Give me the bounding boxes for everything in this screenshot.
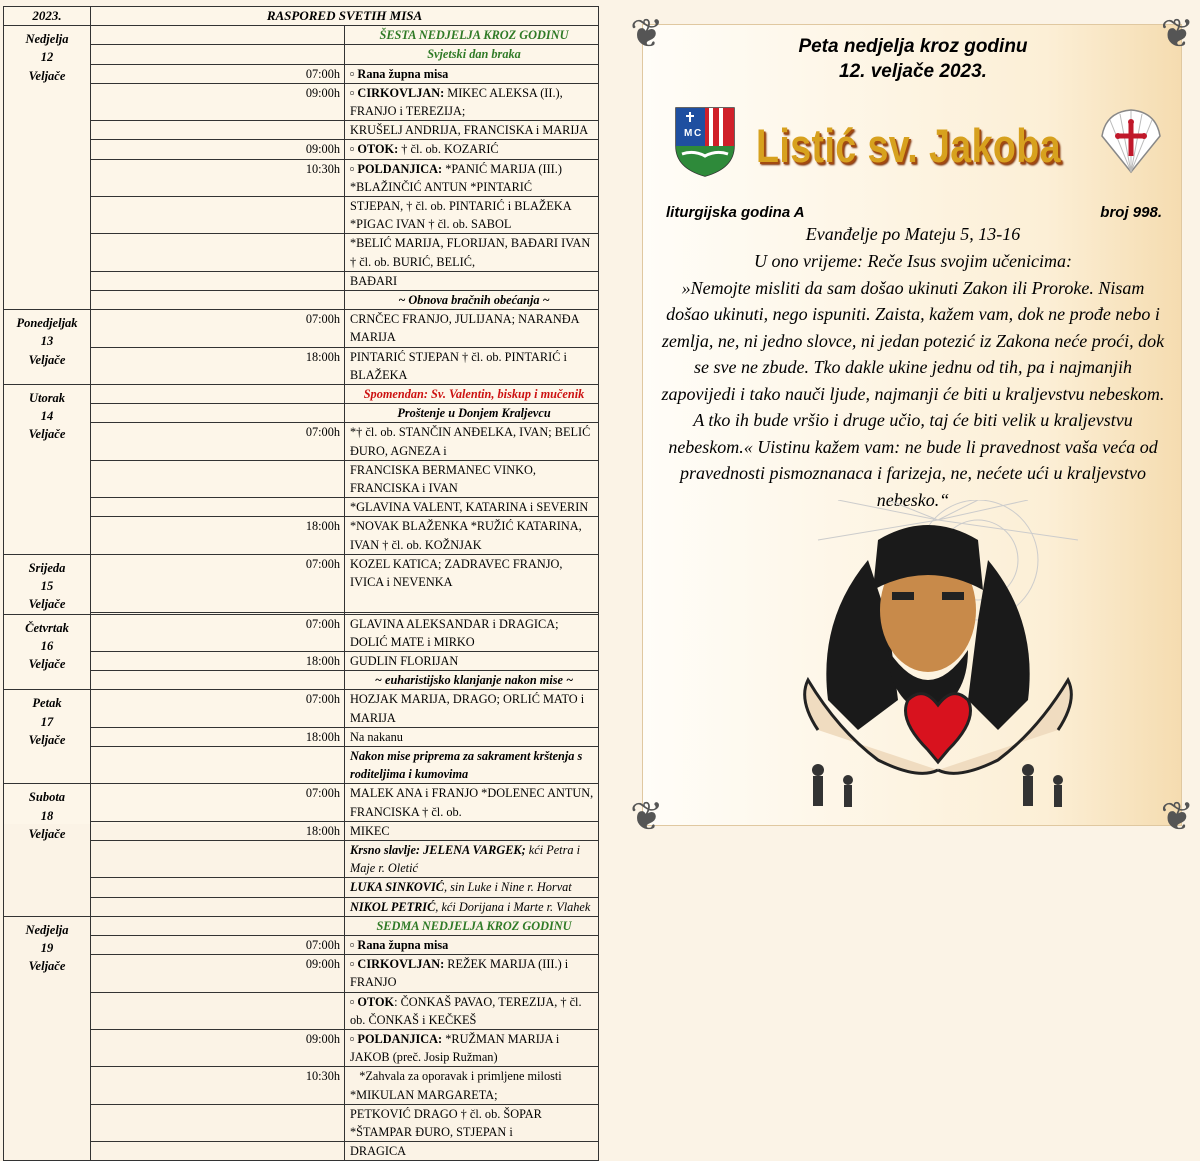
corner-ornament-icon: ❦ [630, 794, 664, 839]
scallop-shell-cross-icon [1096, 106, 1166, 181]
mass-intention [345, 746, 599, 783]
schedule-day-label: 13 [40, 334, 54, 349]
mass-intention [345, 45, 599, 64]
schedule-day-cell [4, 614, 91, 690]
schedule-line [4, 159, 599, 196]
mass-intention [345, 498, 599, 517]
gospel-line: U ono vrijeme: Reče Isus svojim učenicima: [754, 251, 1072, 271]
schedule-line [4, 404, 599, 423]
mass-intention [345, 159, 599, 196]
mass-time [91, 840, 345, 877]
schedule-line [4, 45, 599, 64]
schedule-day-label: Utorak [28, 391, 66, 406]
mass-intention [345, 460, 599, 497]
schedule-line [4, 955, 599, 992]
bulletin-title: Listić sv. Jakoba [756, 119, 1061, 172]
schedule-line [4, 1142, 599, 1161]
baptism-name: NIKOL PETRIĆ [350, 899, 436, 914]
schedule-line [4, 690, 599, 727]
mass-intention [345, 821, 599, 840]
schedule-line [4, 271, 599, 290]
location-label: ▫ Rana župna misa [350, 937, 449, 952]
gospel-line: zapovijedi i tako nauči ljude, najmanji će biti u kraljevstvu nebeskom. [661, 383, 1165, 404]
intention-text: HOZJAK MARIJA, DRAGO; ORLIĆ MATO i MARIJA [350, 692, 588, 725]
mass-time: 18:00h [91, 727, 345, 746]
mass-time [91, 121, 345, 140]
gospel-line: pravednosti pismoznanaca i farizeja, ne, nećete ući u kraljevstvo [680, 463, 1146, 483]
mass-time [91, 746, 345, 783]
intention-text: *† čl. ob. STANČIN ANĐELKA, IVAN; BELIĆ ĐURO, AGNEZA i [350, 425, 594, 458]
mass-time: 07:00h [91, 64, 345, 83]
mass-intention [345, 291, 599, 310]
mass-intention [345, 64, 599, 83]
schedule-header-row [4, 7, 599, 26]
mass-time: 07:00h [91, 614, 345, 651]
mass-intention [345, 385, 599, 404]
schedule-line [4, 347, 599, 384]
schedule-line [4, 554, 599, 612]
schedule-line [4, 1104, 599, 1141]
liturgical-year: liturgijska godina A [666, 204, 805, 221]
mass-intention [345, 347, 599, 384]
schedule-day-label: Veljače [28, 656, 66, 671]
schedule-line [4, 423, 599, 460]
schedule-day-label: Veljače [28, 826, 66, 841]
mass-intention [345, 1067, 599, 1104]
mass-time [91, 498, 345, 517]
intention-text: *BELIĆ MARIJA, FLORIJAN, BAĐARI IVAN † čl. ob. BURIĆ, BELIĆ, [350, 236, 594, 269]
baptism-name: LUKA SINKOVIĆ [350, 880, 444, 895]
corner-ornament-icon: ❦ [1160, 11, 1194, 56]
mass-intention [345, 955, 599, 992]
svg-text:M: M [684, 128, 693, 139]
mass-intention [345, 404, 599, 423]
mass-time [91, 1142, 345, 1161]
gospel-line: se sve ne zbude. Tko dakle ukine jednu od tih, pa i najmanjih [694, 357, 1132, 377]
mass-intention [345, 310, 599, 347]
schedule-heading: Spomendan: Sv. Valentin, biskup i mučenik [363, 387, 585, 402]
schedule-heading: Svjetski dan braka [427, 47, 521, 62]
intention-text: Na nakanu [350, 729, 403, 744]
mass-schedule [3, 6, 599, 1159]
mass-time: 07:00h [91, 310, 345, 347]
issue-number: broj 998. [1100, 204, 1162, 221]
mass-time [91, 26, 345, 45]
mass-intention [345, 197, 599, 234]
schedule-day-label: Nedjelja [25, 922, 69, 937]
mass-time: 18:00h [91, 651, 345, 670]
gospel-line: nebeskom.« Uistinu kažem vam: ne bude li pravednost vaša veća od [668, 436, 1158, 457]
mass-time [91, 878, 345, 897]
schedule-day-label: Nedjelja [25, 32, 69, 47]
mass-intention [345, 140, 599, 159]
mass-time [91, 234, 345, 271]
schedule-day-label: Veljače [28, 352, 66, 367]
schedule-heading: ~ euharistijsko klanjanje nakon mise ~ [374, 673, 574, 688]
mass-intention [345, 121, 599, 140]
intention-text: GLAVINA ALEKSANDAR i DRAGICA; DOLIĆ MATE i MIRKO [350, 616, 562, 649]
schedule-day-label: Srijeda [28, 560, 66, 575]
intention-text: KRUŠELJ ANDRIJA, FRANCISKA i MARIJA [350, 123, 589, 138]
schedule-title: RASPORED SVETIH MISA [91, 7, 599, 26]
gospel-line: A tko ih bude vršio i druge učio, taj će biti velik u kraljevstvu [693, 410, 1133, 430]
intention-text: BAĐARI [350, 273, 398, 288]
intention-text: *PANIĆ MARIJA (III.) *BLAŽINČIĆ ANTUN *PINTARIĆ [350, 161, 566, 194]
schedule-day-label: Veljače [28, 732, 66, 747]
schedule-line [4, 992, 599, 1029]
intention-text: FRANCISKA BERMANEC VINKO, FRANCISKA i IVAN [350, 462, 540, 496]
schedule-day-label: Subota [28, 790, 66, 805]
mass-time: 09:00h [91, 83, 345, 120]
mass-time [91, 897, 345, 916]
mass-time: 07:00h [91, 554, 345, 612]
intention-text: † čl. ob. KOZARIĆ [398, 142, 499, 157]
intention-text: MIKEC [350, 823, 390, 838]
schedule-day-label: 15 [40, 579, 54, 594]
mass-intention [345, 554, 599, 612]
schedule-day-label: 12 [40, 50, 54, 65]
mass-intention [345, 423, 599, 460]
schedule-day-cell [4, 310, 91, 385]
mass-intention [345, 690, 599, 727]
mass-intention [345, 614, 599, 651]
location-label: ▫ Rana župna misa [350, 66, 449, 81]
mass-time: 18:00h [91, 347, 345, 384]
mass-intention [345, 1029, 599, 1066]
intention-text: *RUŽMAN MARIJA i JAKOB (preč. Josip Ružman) [350, 1031, 563, 1065]
bulletin-header [628, 34, 1198, 84]
mass-time [91, 460, 345, 497]
mass-time [91, 916, 345, 935]
mass-time: 10:30h [91, 1067, 345, 1104]
gospel-line: »Nemojte misliti da sam došao ukinuti Zakon ili Proroke. Nisam [681, 277, 1145, 298]
schedule-day-label: 16 [40, 638, 54, 653]
schedule-line [4, 651, 599, 670]
schedule-heading: ~ Obnova bračnih obećanja ~ [398, 293, 550, 308]
schedule-line [4, 64, 599, 83]
baptism-parents: , kći Dorijana i Marte r. Vlahek [435, 899, 591, 914]
mass-intention [345, 840, 599, 877]
schedule-line [4, 821, 599, 840]
intention-text: *Zahvala za oporavak i primljene milosti *MIKULAN MARGARETA; [350, 1069, 565, 1102]
mass-time: 09:00h [91, 140, 345, 159]
svg-text:C: C [694, 128, 702, 139]
baptism-parents: kći Petra i Maje r. Oletić [350, 842, 581, 876]
mass-intention [345, 784, 599, 821]
mass-intention [345, 992, 599, 1029]
mass-intention [345, 935, 599, 954]
schedule-line [4, 614, 599, 651]
gospel-text [658, 224, 1168, 513]
location-label: ▫ OTOK [350, 994, 395, 1009]
mass-time: 09:00h [91, 1029, 345, 1066]
bulletin-page [628, 10, 1198, 839]
mass-time: 07:00h [91, 423, 345, 460]
schedule-line [4, 1029, 599, 1066]
intention-text: DRAGICA [350, 1144, 407, 1159]
corner-ornament-icon: ❦ [1160, 794, 1194, 839]
mass-intention [345, 671, 599, 690]
mass-time [91, 271, 345, 290]
mass-time: 07:00h [91, 690, 345, 727]
schedule-day-label: 19 [40, 940, 54, 955]
schedule-day-cell [4, 554, 91, 614]
mass-intention [345, 916, 599, 935]
mass-time [91, 291, 345, 310]
schedule-line [4, 916, 599, 935]
corner-ornament-icon: ❦ [630, 11, 664, 56]
schedule-day-cell [4, 26, 91, 310]
intention-text: KOZEL KATICA; ZADRAVEC FRANJO, IVICA i NEVENKA [350, 556, 566, 590]
schedule-day-label: Petak [32, 696, 62, 711]
schedule-day-cell [4, 385, 91, 555]
parish-crest-icon [674, 106, 736, 183]
mass-intention [345, 1142, 599, 1161]
intention-text: *GLAVINA VALENT, KATARINA i SEVERIN [350, 500, 589, 515]
mass-time [91, 385, 345, 404]
schedule-day-cell [4, 690, 91, 784]
schedule-day-label: Četvrtak [25, 620, 69, 635]
mass-time: 07:00h [91, 784, 345, 821]
gospel-line: došao ukinuti, nego ispuniti. Zaista, kažem vam, dok ne prođe nebo i [666, 304, 1160, 324]
intention-text: PETKOVIĆ DRAGO † čl. ob. ŠOPAR *ŠTAMPAR ĐURO, STJEPAN i [350, 1106, 545, 1139]
schedule-day-label: Ponedjeljak [16, 316, 78, 331]
mass-intention [345, 878, 599, 897]
schedule-line [4, 121, 599, 140]
mass-time [91, 671, 345, 690]
intention-text: *NOVAK BLAŽENKA *RUŽIĆ KATARINA, IVAN † čl. ob. KOŽNJAK [350, 519, 585, 552]
location-label: ▫ POLDANJICA: [350, 161, 443, 176]
schedule-day-label: 18 [40, 808, 54, 823]
mass-time [91, 45, 345, 64]
schedule-day-label: 17 [40, 714, 54, 729]
mass-intention [345, 271, 599, 290]
intention-text: REŽEK MARIJA (III.) i FRANJO [350, 957, 572, 990]
mass-time [91, 992, 345, 1029]
schedule-line [4, 897, 599, 916]
schedule-line [4, 746, 599, 783]
schedule-line [4, 197, 599, 234]
schedule-note: Nakon mise priprema za sakrament krštenja s roditeljima i kumovima [350, 748, 583, 782]
schedule-year: 2023. [4, 7, 91, 26]
schedule-day-label: Veljače [28, 959, 66, 974]
schedule-heading: ŠESTA NEDJELJA KROZ GODINU [379, 28, 569, 43]
schedule-line [4, 291, 599, 310]
intention-text: CRNČEC FRANJO, JULIJANA; NARANĐA MARIJA [350, 312, 582, 345]
mass-intention [345, 727, 599, 746]
mass-time: 07:00h [91, 935, 345, 954]
schedule-day-label: Veljače [28, 427, 66, 442]
schedule-line [4, 385, 599, 404]
intention-text: MIKEC ALEKSA (II.), FRANJO i TEREZIJA; [350, 85, 566, 119]
schedule-line [4, 498, 599, 517]
schedule-line [4, 234, 599, 271]
intention-text: STJEPAN, † čl. ob. PINTARIĆ i BLAŽEKA *PIGAC IVAN † čl. ob. SABOL [350, 199, 575, 232]
intention-text: PINTARIĆ STJEPAN † čl. ob. PINTARIĆ i BLAŽEKA [350, 349, 570, 382]
sunday-name: Peta nedjelja kroz godinu [798, 36, 1028, 57]
schedule-day-label: 14 [40, 409, 54, 424]
gospel-reference: Evanđelje po Mateju 5, 13-16 [805, 224, 1021, 244]
schedule-line [4, 26, 599, 45]
mass-time: 10:30h [91, 159, 345, 196]
intention-text: MALEK ANA i FRANJO *DOLENEC ANTUN, FRANCISKA † čl. ob. [350, 786, 597, 819]
schedule-day-label: Veljače [28, 597, 66, 612]
schedule-line [4, 83, 599, 120]
mass-time: 18:00h [91, 821, 345, 840]
schedule-line [4, 784, 599, 821]
baptism-parents: , sin Luke i Nine r. Horvat [443, 880, 572, 895]
mass-time [91, 197, 345, 234]
schedule-line [4, 460, 599, 497]
schedule-day-cell [4, 916, 91, 1161]
schedule-heading: SEDMA NEDJELJA KROZ GODINU [376, 918, 572, 933]
schedule-line [4, 140, 599, 159]
mass-intention [345, 83, 599, 120]
jesus-heart-hands-illustration [778, 500, 1098, 835]
schedule-heading: Proštenje u Donjem Kraljevcu [397, 406, 551, 421]
gospel-line: zemlja, ne, ni jedno slovce, ni jedan potezić iz Zakona neće proći, dok [661, 330, 1165, 351]
mass-intention [345, 517, 599, 554]
mass-intention [345, 897, 599, 916]
mass-time: 09:00h [91, 955, 345, 992]
gospel-line: nebesko.“ [876, 489, 950, 510]
schedule-day-cell [4, 784, 91, 916]
intention-text: : ČONKAŠ PAVAO, TEREZIJA, † čl. ob. ČONKAŠ i KEČKEŠ [350, 994, 585, 1027]
schedule-line [4, 517, 599, 554]
intention-text: GUDLIN FLORIJAN [350, 653, 459, 668]
mass-time [91, 1104, 345, 1141]
schedule-table [3, 6, 599, 1161]
schedule-line [4, 1067, 599, 1104]
location-label: ▫ CIRKOVLJAN: [350, 957, 445, 972]
mass-intention [345, 26, 599, 45]
location-label: ▫ POLDANJICA: [350, 1031, 443, 1046]
schedule-line [4, 878, 599, 897]
bulletin-date: 12. veljače 2023. [839, 61, 987, 82]
schedule-line [4, 727, 599, 746]
location-label: ▫ OTOK: [350, 142, 399, 157]
schedule-line [4, 310, 599, 347]
mass-intention [345, 651, 599, 670]
mass-time: 18:00h [91, 517, 345, 554]
location-label: ▫ CIRKOVLJAN: [350, 85, 445, 100]
schedule-line [4, 671, 599, 690]
schedule-line [4, 840, 599, 877]
mass-intention [345, 1104, 599, 1141]
mass-time [91, 404, 345, 423]
baptism-name: Krsno slavlje: JELENA VARGEK; [350, 842, 526, 857]
schedule-day-label: Veljače [28, 68, 66, 83]
mass-intention [345, 234, 599, 271]
schedule-line [4, 935, 599, 954]
